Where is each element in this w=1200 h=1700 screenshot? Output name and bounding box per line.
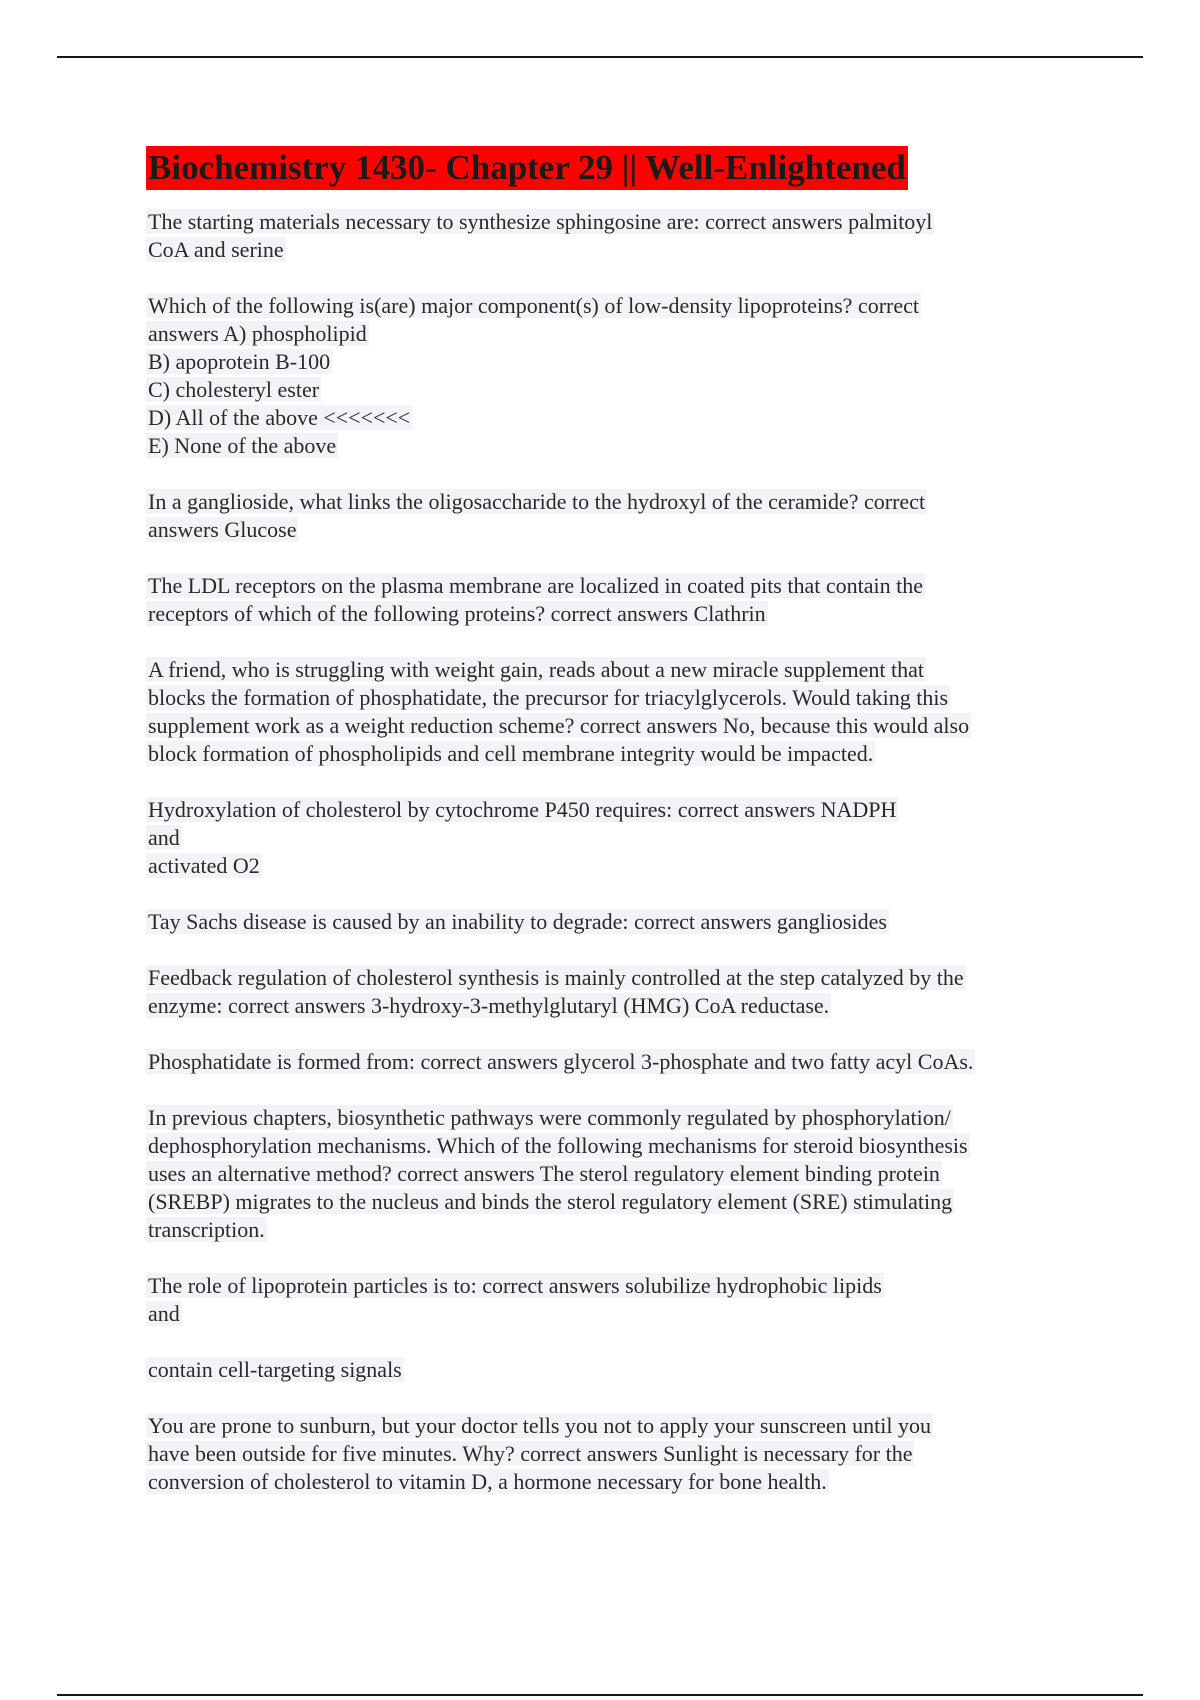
qa-line-text: You are prone to sunburn, but your doctor tells you not to apply your sunscreen until you bbox=[148, 1413, 931, 1438]
qa-line-text: activated O2 bbox=[148, 853, 260, 878]
qa-line bbox=[146, 236, 1066, 264]
qa-line-text: transcription. bbox=[148, 1217, 265, 1242]
qa-line-text: D) All of the above <<<<<<< bbox=[148, 405, 411, 430]
qa-line bbox=[146, 1468, 1066, 1496]
qa-line-text: Which of the following is(are) major component(s) of low-density lipoproteins? correct bbox=[148, 293, 919, 318]
qa-list bbox=[146, 208, 1066, 1496]
qa-line-text: (SREBP) migrates to the nucleus and binds the sterol regulatory element (SRE) stimulating bbox=[148, 1189, 953, 1214]
qa-line-text: and bbox=[148, 1301, 180, 1326]
qa-line-text: In a ganglioside, what links the oligosaccharide to the hydroxyl of the ceramide? correct bbox=[148, 489, 926, 514]
qa-line bbox=[146, 712, 1066, 740]
qa-line bbox=[146, 404, 1066, 432]
qa-line-text: uses an alternative method? correct answers The sterol regulatory element binding protein bbox=[148, 1161, 940, 1186]
qa-line-text: block formation of phospholipids and cell membrane integrity would be impacted. bbox=[148, 741, 874, 766]
qa-line-text: B) apoprotein B-100 bbox=[148, 349, 331, 374]
qa-item bbox=[146, 964, 1066, 1020]
qa-line bbox=[146, 824, 1066, 852]
qa-line bbox=[146, 1272, 1066, 1300]
qa-line-text: Tay Sachs disease is caused by an inability to degrade: correct answers gangliosides bbox=[148, 909, 887, 934]
qa-line-text: contain cell-targeting signals bbox=[148, 1357, 402, 1382]
bottom-rule bbox=[57, 1694, 1143, 1696]
qa-line-text: A friend, who is struggling with weight gain, reads about a new miracle supplement that bbox=[148, 657, 924, 682]
qa-line bbox=[146, 572, 1066, 600]
qa-item bbox=[146, 1104, 1066, 1244]
qa-line bbox=[146, 740, 1066, 768]
qa-line bbox=[146, 1216, 1066, 1244]
page-title: Biochemistry 1430- Chapter 29 || Well-Enlightened bbox=[146, 146, 908, 190]
qa-line-text: supplement work as a weight reduction scheme? correct answers No, because this would also bbox=[148, 713, 970, 738]
qa-item bbox=[146, 208, 1066, 264]
qa-line bbox=[146, 600, 1066, 628]
qa-line-text: dephosphorylation mechanisms. Which of the following mechanisms for steroid biosynthesis bbox=[148, 1133, 968, 1158]
qa-item bbox=[146, 572, 1066, 628]
qa-line-text: answers A) phospholipid bbox=[148, 321, 367, 346]
qa-line bbox=[146, 1048, 1066, 1076]
qa-item bbox=[146, 1412, 1066, 1496]
qa-line bbox=[146, 1160, 1066, 1188]
qa-line-text: In previous chapters, biosynthetic pathways were commonly regulated by phosphorylation/ bbox=[148, 1105, 951, 1130]
qa-line bbox=[146, 376, 1066, 404]
qa-line bbox=[146, 964, 1066, 992]
qa-line-text: E) None of the above bbox=[148, 433, 337, 458]
qa-line-text: receptors of which of the following proteins? correct answers Clathrin bbox=[148, 601, 766, 626]
qa-item bbox=[146, 796, 1066, 880]
qa-line-text: and bbox=[148, 825, 180, 850]
qa-line-text: answers Glucose bbox=[148, 517, 297, 542]
qa-line bbox=[146, 488, 1066, 516]
qa-line bbox=[146, 1104, 1066, 1132]
qa-line-text: Phosphatidate is formed from: correct answers glycerol 3-phosphate and two fatty acyl CoAs. bbox=[148, 1049, 974, 1074]
qa-line bbox=[146, 796, 1066, 824]
qa-line bbox=[146, 1300, 1066, 1328]
qa-line bbox=[146, 516, 1066, 544]
qa-line-text: enzyme: correct answers 3-hydroxy-3-methylglutaryl (HMG) CoA reductase. bbox=[148, 993, 830, 1018]
qa-line bbox=[146, 432, 1066, 460]
qa-line-text: Feedback regulation of cholesterol synthesis is mainly controlled at the step catalyzed by the bbox=[148, 965, 964, 990]
qa-line bbox=[146, 684, 1066, 712]
qa-line-text: The LDL receptors on the plasma membrane are localized in coated pits that contain the bbox=[148, 573, 923, 598]
document-body bbox=[146, 146, 1066, 1524]
qa-item bbox=[146, 1272, 1066, 1328]
qa-line-text: C) cholesteryl ester bbox=[148, 377, 320, 402]
qa-line bbox=[146, 908, 1066, 936]
qa-line bbox=[146, 1356, 1066, 1384]
qa-line-text: The starting materials necessary to synthesize sphingosine are: correct answers palmitoyl bbox=[148, 209, 933, 234]
qa-line-text: CoA and serine bbox=[148, 237, 284, 262]
qa-line bbox=[146, 208, 1066, 236]
qa-line-text: have been outside for five minutes. Why? correct answers Sunlight is necessary for the bbox=[148, 1441, 913, 1466]
qa-line bbox=[146, 656, 1066, 684]
qa-line bbox=[146, 852, 1066, 880]
qa-line-text: blocks the formation of phosphatidate, the precursor for triacylglycerols. Would taking this bbox=[148, 685, 949, 710]
qa-line-text: conversion of cholesterol to vitamin D, a hormone necessary for bone health. bbox=[148, 1469, 827, 1494]
qa-line-text: The role of lipoprotein particles is to: correct answers solubilize hydrophobic lipids bbox=[148, 1273, 882, 1298]
qa-line-text: Hydroxylation of cholesterol by cytochrome P450 requires: correct answers NADPH bbox=[148, 797, 897, 822]
qa-line bbox=[146, 1132, 1066, 1160]
qa-line bbox=[146, 1188, 1066, 1216]
qa-line bbox=[146, 992, 1066, 1020]
qa-line bbox=[146, 1412, 1066, 1440]
qa-line bbox=[146, 1440, 1066, 1468]
qa-item bbox=[146, 1356, 1066, 1384]
qa-line bbox=[146, 292, 1066, 320]
title-wrap bbox=[146, 146, 1066, 190]
qa-item bbox=[146, 656, 1066, 768]
qa-item bbox=[146, 292, 1066, 460]
qa-item bbox=[146, 488, 1066, 544]
top-rule bbox=[57, 56, 1143, 58]
qa-item bbox=[146, 908, 1066, 936]
qa-line bbox=[146, 320, 1066, 348]
qa-line bbox=[146, 348, 1066, 376]
qa-item bbox=[146, 1048, 1066, 1076]
